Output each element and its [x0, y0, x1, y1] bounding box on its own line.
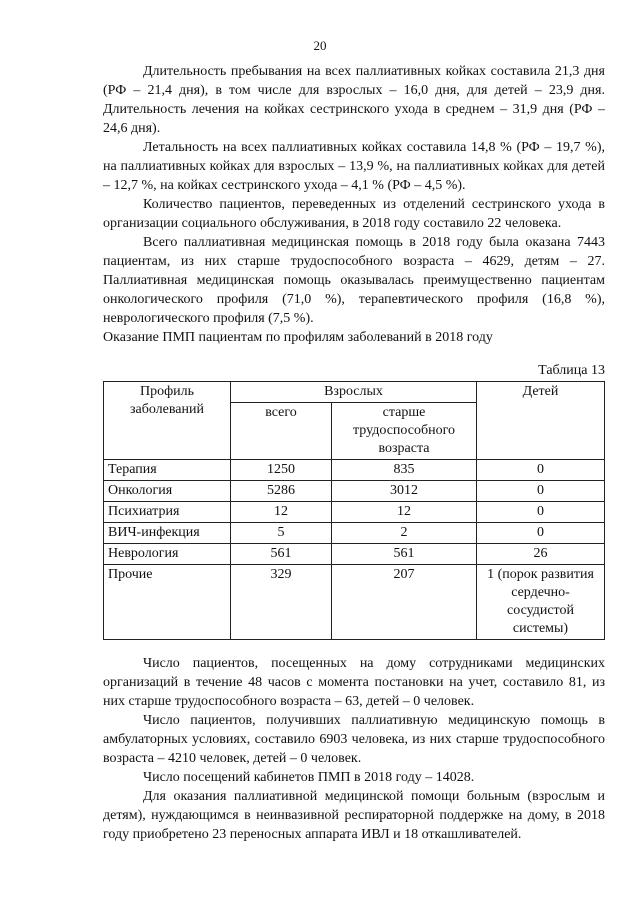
cell-profile: ВИЧ-инфекция	[104, 523, 231, 544]
table-label: Таблица 13	[538, 363, 605, 378]
cell-total: 329	[231, 565, 332, 640]
cell-children: 26	[477, 544, 605, 565]
paragraph-mortality: Летальность на всех паллиативных койках составила 14,8 % (РФ – 19,7 %), на паллиативных койках для взрослых – 13,9 %, на паллиативных койках для детей – 12,7 %, на койках сестринского ухода – 4,1 % (РФ – 4,5 %).	[103, 140, 605, 193]
cell-total: 5	[231, 523, 332, 544]
cell-children: 0	[477, 460, 605, 481]
cell-profile: Прочие	[104, 565, 231, 640]
paragraph-office-visits: Число посещений кабинетов ПМП в 2018 году – 14028.	[143, 770, 475, 785]
cell-children: 0	[477, 523, 605, 544]
header-children: Детей	[477, 382, 605, 460]
cell-total: 1250	[231, 460, 332, 481]
header-elderly: старше трудоспособного возраста	[332, 403, 477, 460]
cell-profile: Неврология	[104, 544, 231, 565]
table-row	[104, 544, 605, 565]
cell-total: 12	[231, 502, 332, 523]
cell-elderly: 2	[332, 523, 477, 544]
paragraph-equipment: Для оказания паллиативной медицинской помощи больным (взрослым и детям), нуждающимся в неинвазивной респираторной поддержке на дому, в 2018 году приобретено 23 переносных аппарата ИВЛ и 18 откашливателей.	[103, 789, 605, 842]
cell-children: 0	[477, 502, 605, 523]
header-adults: Взрослых	[231, 382, 477, 403]
document-body	[103, 62, 605, 844]
cell-total: 561	[231, 544, 332, 565]
header-profile: Профиль заболеваний	[104, 382, 231, 460]
cell-elderly: 207	[332, 565, 477, 640]
cell-elderly: 3012	[332, 481, 477, 502]
cell-total: 5286	[231, 481, 332, 502]
page-number: 20	[313, 38, 327, 53]
table-row	[104, 460, 605, 481]
header-total: всего	[231, 403, 332, 460]
cell-profile: Психиатрия	[104, 502, 231, 523]
cell-profile: Терапия	[104, 460, 231, 481]
care-by-profile-table	[103, 381, 605, 640]
paragraph-outpatient: Число пациентов, получивших паллиативную медицинскую помощь в амбулаторных условиях, составило 6903 человека, из них старше трудоспособного возраста – 4210 человек, детей – 0 человек.	[103, 713, 605, 766]
cell-children: 1 (порок развития сердечно-сосудистой системы)	[477, 565, 605, 640]
cell-profile: Онкология	[104, 481, 231, 502]
table-title: Оказание ПМП пациентам по профилям заболеваний в 2018 году	[103, 330, 493, 345]
paragraph-length-of-stay: Длительность пребывания на всех паллиативных койках составила 21,3 дня (РФ – 21,4 дня), в том числе для взрослых – 16,0 дня, для детей – 23,9 дня. Длительность лечения на койках сестринского ухода в среднем – 31,9 дня (РФ – 24,6 дня).	[103, 64, 605, 136]
paragraph-total-care: Всего паллиативная медицинская помощь в 2018 году была оказана 7443 пациентам, из них старше трудоспособного возраста – 4629, детям – 27. Паллиативная медицинская помощь оказывалась преимущественно пациентам онкологического профиля (71,0 %), терапевтического профиля (16,8 %), неврологического профиля (7,5 %).	[103, 235, 605, 326]
cell-elderly: 561	[332, 544, 477, 565]
cell-elderly: 835	[332, 460, 477, 481]
table-row	[104, 481, 605, 502]
table-row	[104, 565, 605, 640]
paragraph-home-visits: Число пациентов, посещенных на дому сотрудниками медицинских организаций в течение 48 часов с момента постановки на учет, составило 81, из них старше трудоспособного возраста – 63, детей – 0 человек.	[103, 656, 605, 709]
table-row	[104, 502, 605, 523]
table-header-row	[104, 382, 605, 403]
cell-elderly: 12	[332, 502, 477, 523]
paragraph-transfers: Количество пациентов, переведенных из отделений сестринского ухода в организации социального обслуживания, в 2018 году составило 22 человека.	[103, 197, 605, 231]
table-row	[104, 523, 605, 544]
cell-children: 0	[477, 481, 605, 502]
